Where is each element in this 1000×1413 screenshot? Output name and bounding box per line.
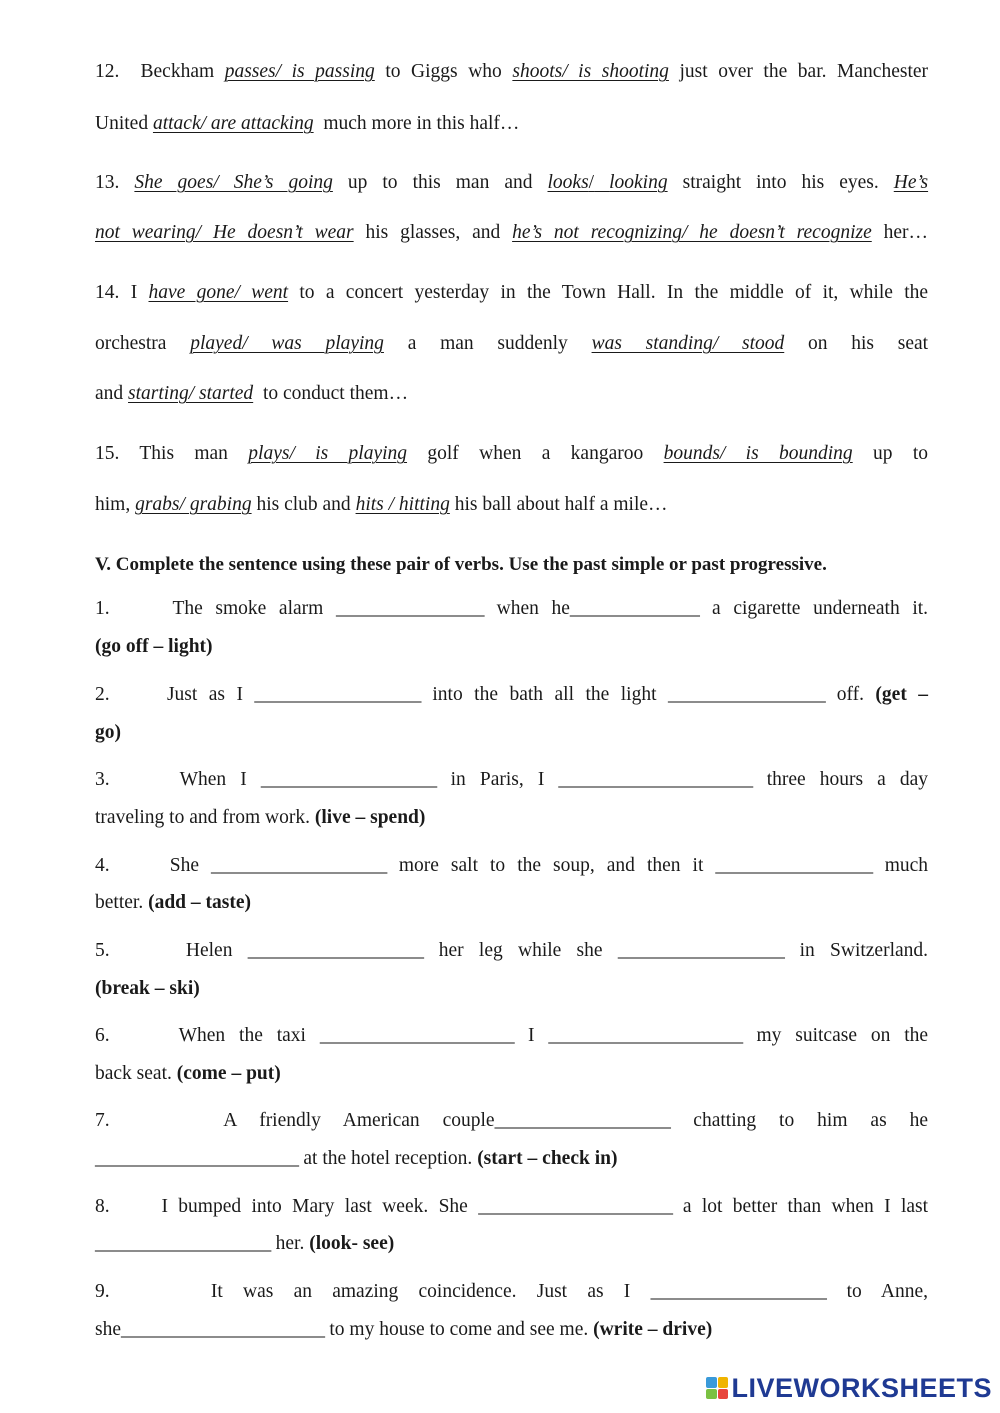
- item-number: 9.: [95, 1281, 110, 1302]
- item-number: 2.: [95, 684, 110, 705]
- v-item-8-line2: ___________________ her. (look- see): [95, 1233, 395, 1254]
- verb-pair: (look- see): [309, 1233, 395, 1254]
- item-number: 7.: [95, 1110, 110, 1131]
- verb-choice[interactable]: played/ was playing: [190, 333, 384, 354]
- verb-pair: (break – ski): [95, 978, 200, 999]
- verb-pair: (start – check in): [477, 1148, 618, 1169]
- question-number: 14.: [95, 282, 120, 303]
- v-item-6-line1: 6. When the taxi _____________________ I _____________________ my suitcase on the: [95, 1025, 929, 1046]
- q14-line1: 14. I have gone/ went to a concert yesterday in the Town Hall. In the middle of it, while the: [95, 282, 929, 303]
- verb-pair: (come – put): [176, 1063, 281, 1084]
- answer-blank[interactable]: _________________: [667, 684, 826, 705]
- v-item-2-line2: [95, 721, 928, 745]
- verb-choice[interactable]: starting/ started: [128, 383, 254, 404]
- liveworksheets-logo[interactable]: [706, 1373, 992, 1403]
- answer-blank[interactable]: ___________________: [211, 855, 387, 876]
- verb-pair: (get –: [875, 684, 929, 705]
- item-number: 8.: [95, 1196, 110, 1217]
- question-number: 15.: [95, 443, 120, 464]
- answer-blank[interactable]: _________________: [715, 855, 873, 876]
- v-item-5-line1: 5. Helen ___________________ her leg while she __________________ in Switzerland.: [95, 940, 929, 961]
- q14-line3: and starting/ started to conduct them…: [95, 383, 409, 404]
- logo-text: LIVEWORKSHEETS: [731, 1372, 992, 1403]
- answer-blank[interactable]: ___________________: [650, 1281, 827, 1302]
- v-item-6-line2: back seat. (come – put): [95, 1063, 281, 1084]
- liveworksheets-logo-icon: [706, 1377, 728, 1399]
- v-item-9-line2: she______________________ to my house to come and see me. (write – drive): [95, 1319, 713, 1340]
- answer-blank[interactable]: ______________________: [95, 1148, 299, 1169]
- v-item-3-line2: traveling to and from work. (live – spend): [95, 807, 426, 828]
- q13-line1: 13. She goes/ She’s going up to this man and looks/ looking straight into his eyes. He’s: [95, 172, 929, 193]
- q12-line2: United attack/ are attacking much more in this half…: [95, 113, 520, 134]
- verb-choice[interactable]: not wearing/ He doesn’t wear: [95, 222, 354, 243]
- answer-blank[interactable]: ______________________: [121, 1319, 325, 1340]
- q14-line2: orchestra played/ was playing a man suddenly was standing/ stood on his seat: [95, 333, 929, 354]
- verb-choice[interactable]: shoots/ is shooting: [512, 61, 669, 82]
- verb-pair: (add – taste): [148, 892, 251, 913]
- answer-blank[interactable]: ______________: [569, 598, 700, 619]
- answer-blank[interactable]: _____________________: [558, 769, 753, 790]
- q15-line1: 15. This man plays/ is playing golf when a kangaroo bounds/ is bounding up to: [95, 443, 929, 464]
- q13-line2: not wearing/ He doesn’t wear his glasses, and he’s not recognizing/ he doesn’t recognize her…: [95, 222, 929, 243]
- verb-choice[interactable]: have gone/ went: [148, 282, 289, 303]
- verb-choice[interactable]: hits / hitting: [355, 494, 450, 515]
- v-item-3-line1: 3. When I ___________________ in Paris, I _____________________ three hours a day: [95, 769, 929, 790]
- item-number: 6.: [95, 1025, 110, 1046]
- verb-pair: go): [95, 722, 121, 743]
- verb-pair: (go off – light): [95, 636, 213, 657]
- verb-choice[interactable]: was standing/ stood: [591, 333, 785, 354]
- v-item-1-line1: 1. The smoke alarm ________________ when he______________ a cigarette underneath it.: [95, 598, 929, 619]
- verb-choice[interactable]: looks/ looking: [547, 172, 668, 193]
- answer-blank[interactable]: __________________: [617, 940, 785, 961]
- question-number: 13.: [95, 172, 120, 193]
- answer-blank[interactable]: ___________________: [260, 769, 437, 790]
- answer-blank[interactable]: ___________________: [95, 1233, 271, 1254]
- v-item-8-line1: 8. I bumped into Mary last week. She _____________________ a lot better than when I last: [95, 1196, 929, 1217]
- verb-choice[interactable]: He’s: [893, 172, 929, 193]
- v-item-4-line2: better. (add – taste): [95, 892, 251, 913]
- answer-blank[interactable]: _____________________: [319, 1025, 515, 1046]
- verb-choice[interactable]: bounds/ is bounding: [663, 443, 853, 464]
- v-item-9-line1: 9. It was an amazing coincidence. Just as I ___________________ to Anne,: [95, 1281, 929, 1302]
- answer-blank[interactable]: _____________________: [548, 1025, 743, 1046]
- v-item-4-line1: 4. She ___________________ more salt to the soup, and then it _________________ much: [95, 855, 929, 876]
- verb-choice[interactable]: he’s not recognizing/ he doesn’t recognize: [512, 222, 872, 243]
- item-number: 4.: [95, 855, 110, 876]
- verb-choice[interactable]: She goes/ She’s going: [134, 172, 333, 193]
- question-number: 12.: [95, 61, 120, 82]
- q12-line1: 12. Beckham passes/ is passing to Giggs who shoots/ is shooting just over the bar. Manchester: [95, 61, 929, 82]
- v-item-7-line2: ______________________ at the hotel reception. (start – check in): [95, 1148, 618, 1169]
- item-number: 5.: [95, 940, 110, 961]
- v-item-5-line2: [95, 977, 928, 1001]
- verb-choice[interactable]: grabs/ grabing: [135, 494, 252, 515]
- answer-blank[interactable]: __________________: [254, 684, 421, 705]
- verb-choice[interactable]: passes/ is passing: [224, 61, 375, 82]
- v-item-1-line2: [95, 635, 928, 659]
- verb-choice[interactable]: plays/ is playing: [248, 443, 408, 464]
- verb-pair: (write – drive): [593, 1319, 713, 1340]
- answer-blank[interactable]: _____________________: [478, 1196, 673, 1217]
- v-item-2-line1: 2. Just as I __________________ into the bath all the light _________________ off. (get –: [95, 684, 929, 705]
- section-v-heading: V. Complete the sentence using these pair of verbs. Use the past simple or past progressive.: [95, 554, 827, 575]
- answer-blank[interactable]: ___________________: [247, 940, 424, 961]
- item-number: 1.: [95, 598, 110, 619]
- verb-choice[interactable]: attack/ are attacking: [152, 113, 314, 134]
- answer-blank[interactable]: ___________________: [494, 1110, 671, 1131]
- answer-blank[interactable]: ________________: [335, 598, 484, 619]
- item-number: 3.: [95, 769, 110, 790]
- q15-line2: him, grabs/ grabing his club and hits / hitting his ball about half a mile…: [95, 494, 668, 515]
- v-item-7-line1: 7. A friendly American couple___________________ chatting to him as he: [95, 1110, 929, 1131]
- verb-pair: (live – spend): [314, 807, 426, 828]
